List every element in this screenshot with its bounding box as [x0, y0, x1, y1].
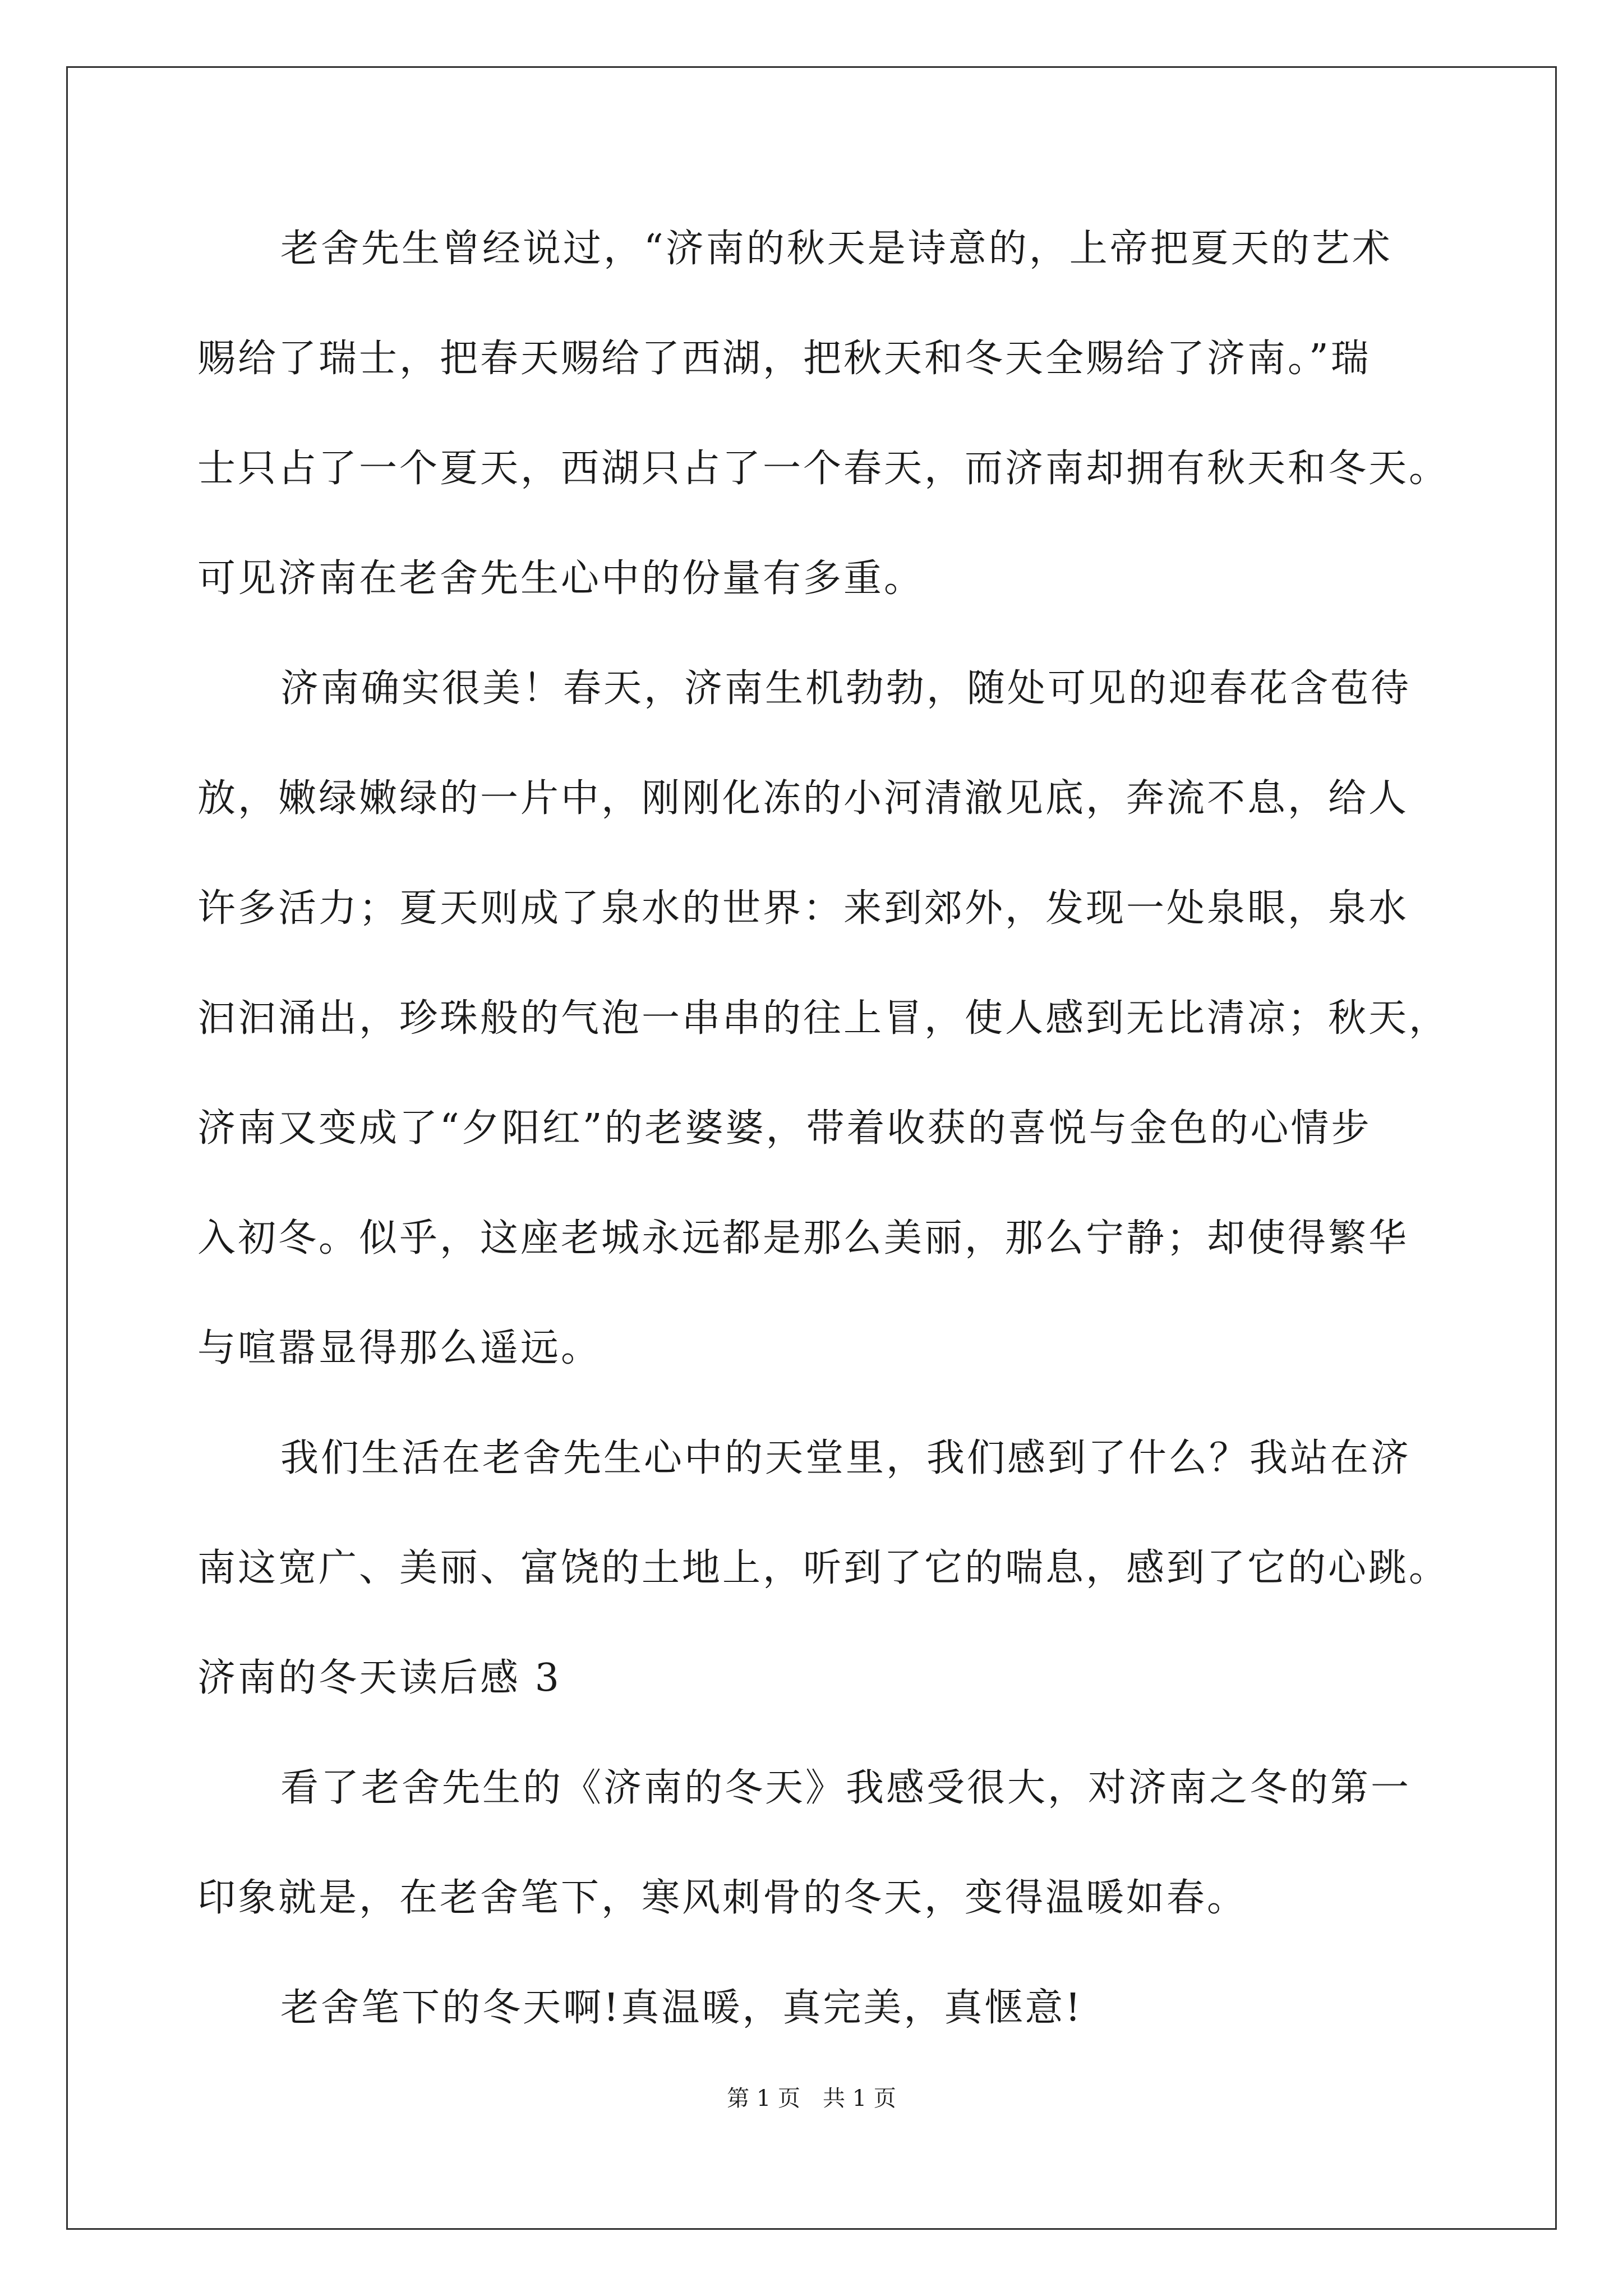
paragraph-2-line-2: 放，嫩绿嫩绿的一片中，刚刚化冻的小河清澈见底，奔流不息，给人: [197, 776, 1409, 821]
paragraph-2-line-3: 许多活力；夏天则成了泉水的世界：来到郊外，发现一处泉眼，泉水: [197, 886, 1409, 931]
paragraph-2-line-5: 济南又变成了“夕阳红”的老婆婆，带着收获的喜悦与金色的心情步: [197, 1106, 1372, 1151]
paragraph-4-line-2: 印象就是，在老舍笔下，寒风刺骨的冬天，变得温暖如春。: [197, 1876, 1248, 1920]
paragraph-2-line-7: 与喧嚣显得那么遥远。: [197, 1326, 602, 1370]
paragraph-2-line-1: 济南确实很美！春天，济南生机勃勃，随处可见的迎春花含苞待: [280, 666, 1412, 711]
paragraph-4-line-1: 看了老舍先生的《济南的冬天》我感受很大，对济南之冬的第一: [280, 1766, 1412, 1810]
paragraph-2-line-4: 汩汩涌出，珍珠般的气泡一串串的往上冒，使人感到无比清凉；秋天，: [197, 996, 1450, 1041]
paragraph-1-line-4: 可见济南在老舍先生心中的份量有多重。: [197, 556, 925, 601]
page-number-footer: 第 1 页 共 1 页: [727, 2086, 896, 2111]
section-heading: 济南的冬天读后感 3: [197, 1656, 561, 1700]
paragraph-3-line-1: 我们生活在老舍先生心中的天堂里，我们感到了什么？我站在济: [280, 1436, 1412, 1480]
paragraph-3-line-2: 南这宽广、美丽、富饶的土地上，听到了它的喘息，感到了它的心跳。: [197, 1546, 1450, 1590]
paragraph-2-line-6: 入初冬。似乎，这座老城永远都是那么美丽，那么宁静；却使得繁华: [197, 1216, 1409, 1260]
paragraph-1-line-3: 士只占了一个夏天，西湖只占了一个春天，而济南却拥有秋天和冬天。: [197, 447, 1450, 491]
paragraph-1-line-2: 赐给了瑞士，把春天赐给了西湖，把秋天和冬天全赐给了济南。”瑞: [197, 337, 1371, 381]
paragraph-5-line-1: 老舍笔下的冬天啊!真温暖，真完美，真惬意!: [280, 1986, 1083, 2030]
paragraph-1-line-1: 老舍先生曾经说过，“济南的秋天是诗意的，上帝把夏天的艺术: [280, 227, 1393, 271]
